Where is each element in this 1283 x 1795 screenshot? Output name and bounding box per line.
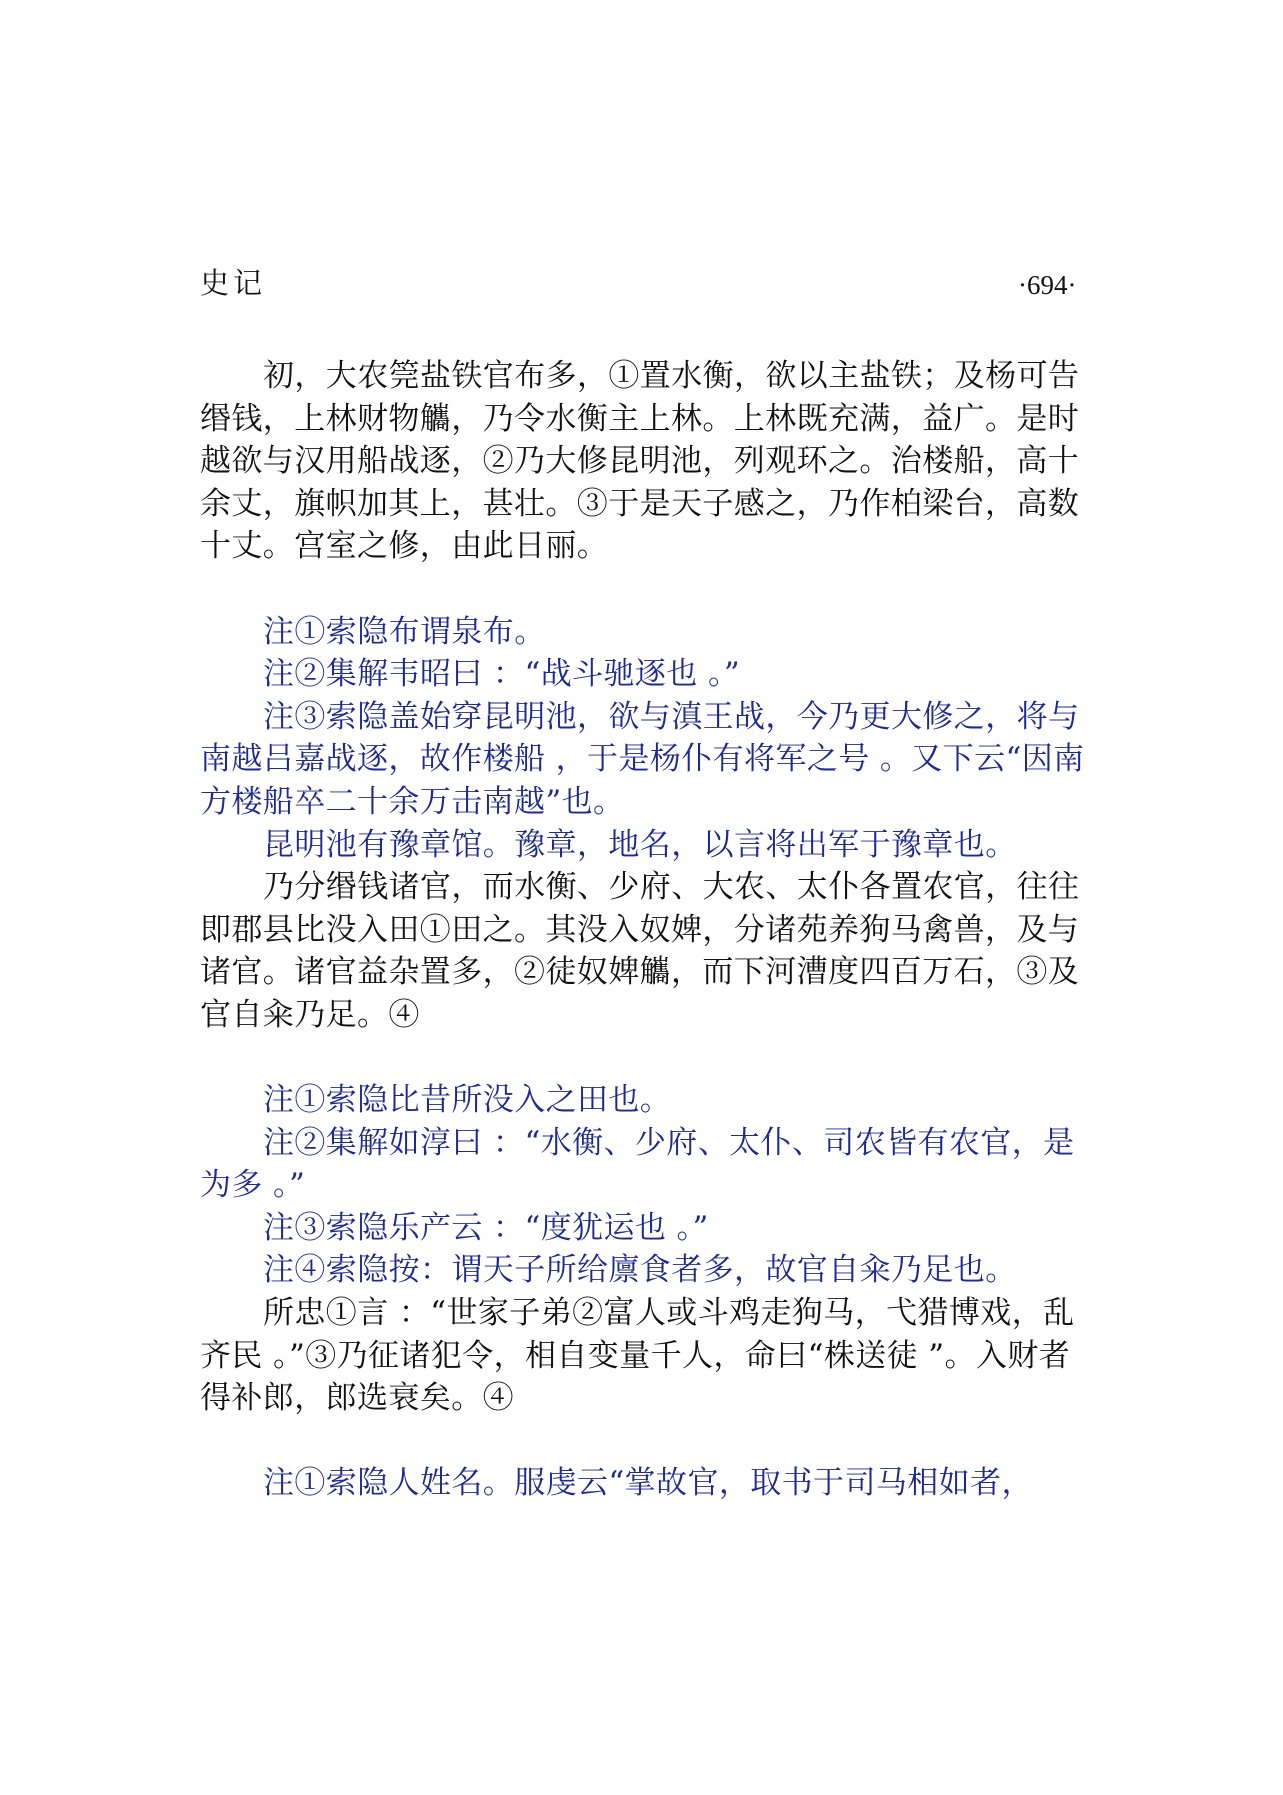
main-paragraph: 初，大农筦盐铁官布多，①置水衡，欲以主盐铁；及杨可告缗钱，上林财物觿，乃令水衡主上林。上林既充满，益广。是时越欲与汉用船战逐，②乃大修昆明池，列观环之。治楼船，高十余丈，旗帜加其上，甚壮。③于是天子感之，乃作柏梁台，高数十丈。宫室之修，由此日丽。 (200, 358, 1080, 565)
annotation-note: 昆明池有豫章馆。豫章，地名，以言将出军于豫章也。 (263, 826, 1017, 863)
main-paragraph: 乃分缗钱诸官，而水衡、少府、大农、太仆各置农官，往往即郡县比没入田①田之。其没入奴婢，分诸苑养狗马禽兽，及与诸官。诸官益杂置多，②徒奴婢觿，而下河漕度四百万石，③及官自籴乃足。④ (200, 869, 1080, 1033)
annotation-note: 注①索隐人姓名。服虔云“掌故官，取书于司马相如者， (263, 1465, 1033, 1502)
annotation-note: 注①索隐布谓泉布。 (263, 613, 546, 650)
page-number: ·694· (1018, 270, 1077, 300)
annotation-note: 注②集解如淳曰 ：“水衡、少府、太仆、司农皆有农官，是为多 。” (200, 1124, 1075, 1204)
book-title: 史记 (200, 266, 267, 300)
page-body (200, 355, 1100, 1505)
main-paragraph: 所忠①言 ：“世家子弟②富人或斗鸡走狗马，弋猎博戏，乱齐民 。”③乃征诸犯令，相自变量千人，命曰“株送徒 ”。入财者得补郎，郎选衰矣。④ (200, 1295, 1075, 1417)
annotation-note: 注②集解韦昭曰 ：“战斗驰逐也 。” (263, 656, 741, 693)
annotation-note: 注④索隐按：谓天子所给廪食者多，故官自籴乃足也。 (263, 1252, 1017, 1289)
annotation-note: 注③索隐乐产云 ：“度犹运也 。” (263, 1209, 709, 1246)
annotation-note: 注③索隐盖始穿昆明池，欲与滇王战，今乃更大修之，将与南越吕嘉战逐，故作楼船 ，于是杨仆有将军之号 。又下云“因南方楼船卒二十余万击南越”也。 (200, 698, 1085, 820)
annotation-note: 注①索隐比昔所没入之田也。 (263, 1082, 672, 1119)
